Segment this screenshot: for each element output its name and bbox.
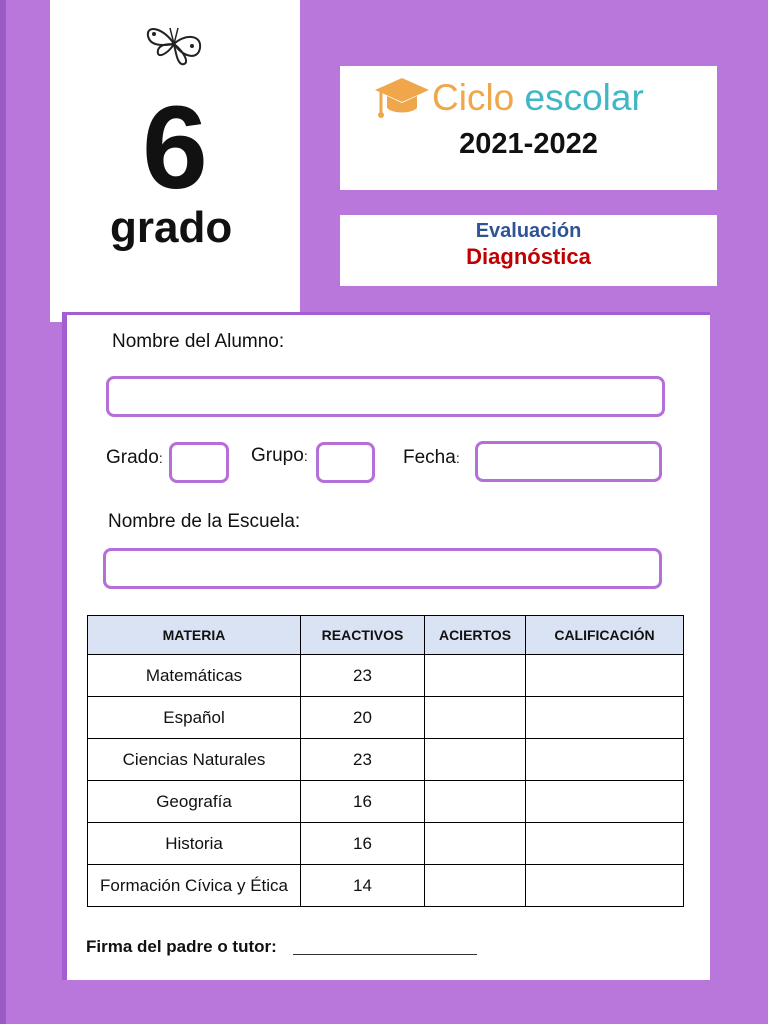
butterfly-icon [140,20,208,68]
left-decorative-strip [0,0,50,1024]
cell-reactivos: 20 [301,697,425,739]
cell-calificacion[interactable] [526,823,684,865]
cell-materia: Español [88,697,301,739]
cell-materia: Formación Cívica y Ética [88,865,301,907]
grade-number: 6 [142,82,208,214]
group-colon: : [303,448,308,464]
subjects-table [87,615,684,907]
group-label-group [251,444,308,468]
evaluation-title: Evaluación [475,220,582,242]
cell-aciertos[interactable] [425,739,526,781]
cell-reactivos: 16 [301,781,425,823]
cell-reactivos: 23 [301,655,425,697]
cell-reactivos: 16 [301,823,425,865]
cell-reactivos: 14 [301,865,425,907]
signature-label: Firma del padre o tutor: [86,937,277,956]
header-calificacion: CALIFICACIÓN [526,616,684,655]
cell-materia: Ciencias Naturales [88,739,301,781]
cell-aciertos[interactable] [425,823,526,865]
graduation-cap-icon [373,72,431,122]
student-name-label: Nombre del Alumno: [112,331,285,352]
cycle-years: 2021-2022 [459,128,598,160]
cycle-word-ciclo: Ciclo [432,77,515,118]
cell-calificacion[interactable] [526,697,684,739]
date-colon: : [455,450,460,466]
bottom-band [50,980,768,1024]
cell-calificacion[interactable] [526,655,684,697]
cell-aciertos[interactable] [425,781,526,823]
cell-materia: Matemáticas [88,655,301,697]
grade-colon: : [158,450,163,466]
group-field[interactable] [316,442,375,483]
table-row [88,781,684,823]
signature-line[interactable] [293,954,477,955]
cycle-title [432,74,644,122]
cell-calificacion[interactable] [526,781,684,823]
cell-materia: Historia [88,823,301,865]
header-reactivos: REACTIVOS [301,616,425,655]
table-row [88,865,684,907]
cell-aciertos[interactable] [425,697,526,739]
school-name-label: Nombre de la Escuela: [108,511,301,532]
cell-calificacion[interactable] [526,865,684,907]
school-name-field[interactable] [103,548,662,589]
date-label: Fecha [403,447,456,468]
date-field[interactable] [475,441,662,482]
table-row [88,823,684,865]
cycle-word-escolar: escolar [524,77,644,118]
grade-label-group [106,446,163,470]
table-header-row [88,616,684,655]
date-label-group [403,446,460,470]
cell-calificacion[interactable] [526,739,684,781]
grade-word: grado [110,203,233,252]
table-row [88,697,684,739]
group-label: Grupo [251,445,304,466]
grade-label: Grado [106,447,159,468]
student-name-field[interactable] [106,376,665,417]
cell-aciertos[interactable] [425,655,526,697]
evaluation-subtitle: Diagnóstica [466,244,591,269]
cell-reactivos: 23 [301,739,425,781]
table-row [88,739,684,781]
cell-aciertos[interactable] [425,865,526,907]
header-aciertos: ACIERTOS [425,616,526,655]
left-border-stripe [0,0,6,1024]
header-materia: MATERIA [88,616,301,655]
cell-materia: Geografía [88,781,301,823]
table-row [88,655,684,697]
grade-field[interactable] [169,442,229,483]
